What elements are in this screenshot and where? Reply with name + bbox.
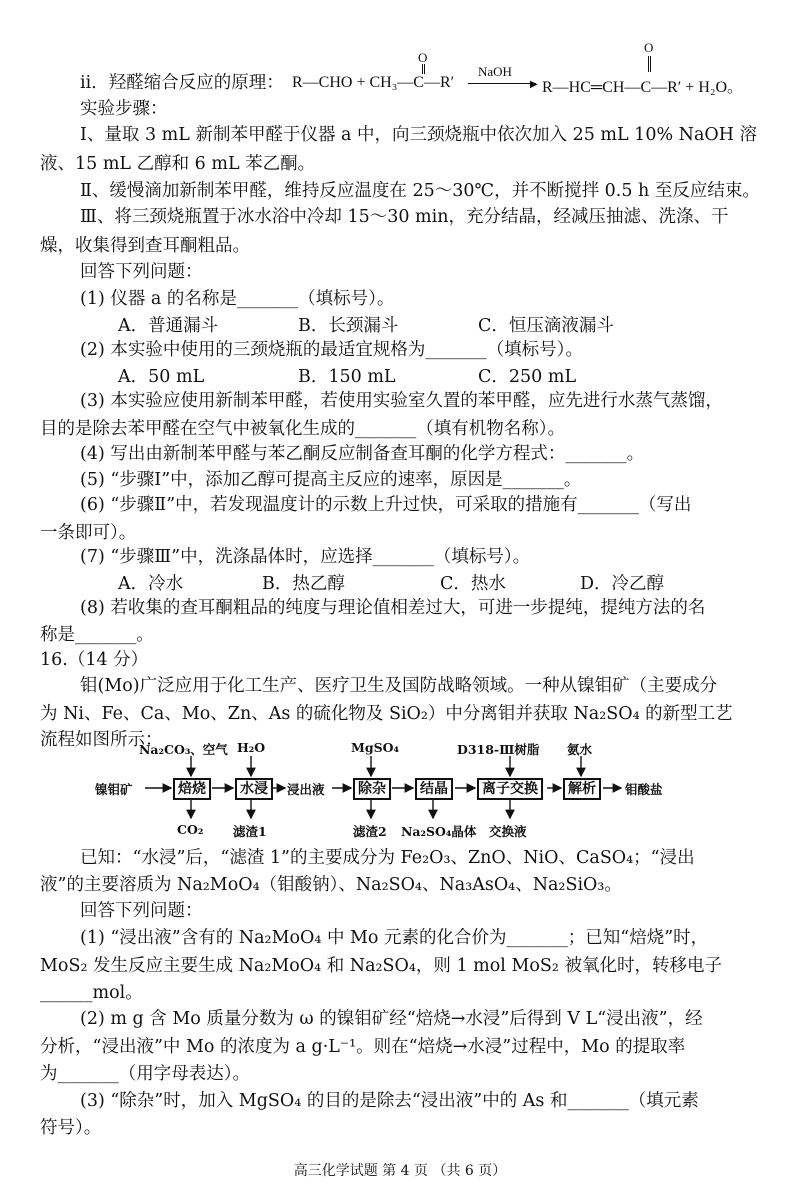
r-question-2-line2: 分析，“浸出液”中 Mo 的浓度为 a g·L⁻¹。则在“焙烧→水浸”过程中，Mo 的提取率 xyxy=(40,1037,686,1057)
intro-line3: 流程如图所示： xyxy=(40,730,163,750)
flow-box-impurity-removal: 除杂 xyxy=(353,778,391,800)
flow-ore-label: 镍钼矿 xyxy=(95,782,133,797)
step2: Ⅱ、缓慢滴加新制苯甲醛，维持反应温度在 25～30℃，并不断搅拌 0.5 h 至反应结束。 xyxy=(80,181,760,201)
q7-option-b: B．热乙醇 xyxy=(262,574,345,594)
intro-line2: 为 Ni、Fe、Ca、Mo、Zn、As 的硫化物及 SiO₂）中分离钼并获取 Na₂SO₄ 的新型工艺 xyxy=(40,704,733,724)
q7-option-d: D．冷乙醇 xyxy=(580,574,665,594)
steps-heading: 实验步骤： xyxy=(80,99,168,119)
formula-reactants: R—CHO + CH₃—C—R′ xyxy=(292,74,455,91)
question-8-line1: (8) 若收集的查耳酮粗品的纯度与理论值相差过大，可进一步提纯，提纯方法的名 xyxy=(80,598,706,618)
flow-box-ion-exchange: 离子交换 xyxy=(477,778,543,800)
flow-leachate-label: 浸出液 xyxy=(287,782,325,797)
q1-option-a: A．普通漏斗 xyxy=(118,316,219,336)
flow-output-residue2: 滤渣2 xyxy=(353,824,387,839)
question-3-line1: (3) 本实验应使用新制苯甲醛，若使用实验室久置的苯甲醛，应先进行水蒸气蒸馏， xyxy=(80,391,723,411)
step3-line1: Ⅲ、将三颈烧瓶置于冰水浴中冷却 15～30 min，充分结晶，经减压抽滤、洗涤、干 xyxy=(80,207,729,227)
flow-box-water-leach: 水浸 xyxy=(235,778,273,800)
r-question-1-line3: ______mol。 xyxy=(40,983,143,1003)
flow-input-roasting: Na₂CO₃、空气 xyxy=(139,742,228,757)
double-bond-2 xyxy=(648,56,652,72)
question-6-line2: 一条即可）。 xyxy=(40,523,137,543)
r-question-1-line2: MoS₂ 发生反应主要生成 Na₂MoO₄ 和 Na₂SO₄，则 1 mol MoS₂ 被氧化时，转移电子 xyxy=(40,956,722,976)
reaction-condition: NaOH xyxy=(478,64,512,79)
r-question-3-line2: 符号）。 xyxy=(40,1118,102,1138)
r-question-1-line1: (1) “浸出液”含有的 Na₂MoO₄ 中 Mo 元素的化合价为_______；已知“焙烧”时， xyxy=(80,928,709,948)
formula-products: R—HC═CH—C—R′ + H₂O。 xyxy=(542,79,744,96)
step1-line1: Ⅰ、量取 3 mL 新制苯甲醛于仪器 a 中，向三颈烧瓶中依次加入 25 mL 10% NaOH 溶 xyxy=(80,125,758,145)
page-footer: 高三化学试题 第 4 页 （共 6 页） xyxy=(293,1163,507,1179)
r-question-2-line3: 为_______（用字母表达）。 xyxy=(40,1064,250,1084)
step1-line2: 液、15 mL 乙醇和 6 mL 苯乙酮。 xyxy=(40,154,316,174)
formula-carbonyl-o-2: O xyxy=(644,40,654,55)
flow-input-resin: D318-Ⅲ树脂 xyxy=(457,742,540,757)
flow-output-co2: CO₂ xyxy=(177,822,204,837)
flow-product-label: 钼酸盐 xyxy=(625,782,663,797)
process-flow-diagram xyxy=(95,738,715,843)
q2-option-c: C．250 mL xyxy=(478,367,577,387)
known-line2: 液”的主要溶质为 Na₂MoO₄（钼酸钠）、Na₂SO₄、Na₃AsO₄、Na₂SiO₃。 xyxy=(40,875,622,895)
r-question-2-line1: (2) m g 含 Mo 质量分数为 ω 的镍钼矿经“焙烧→水浸”后得到 V L“浸出液”，经 xyxy=(80,1009,703,1029)
question-3-line2: 目的是除去苯甲醛在空气中被氧化生成的_______（填有机物名称）。 xyxy=(40,419,565,439)
question-2: (2) 本实验中使用的三颈烧瓶的最适宜规格为_______（填标号）。 xyxy=(80,340,583,360)
principle-label: ⅱ．羟醛缩合反应的原理： xyxy=(80,73,284,93)
flow-box-desorption: 解析 xyxy=(563,778,601,800)
flow-input-mgso4: MgSO₄ xyxy=(351,740,399,755)
question-1: (1) 仪器 a 的名称是_______（填标号）。 xyxy=(80,289,395,309)
flow-box-crystallization: 结晶 xyxy=(415,778,453,800)
flow-output-residue1: 滤渣1 xyxy=(233,824,267,839)
question-4: (4) 写出由新制苯甲醛与苯乙酮反应制备查耳酮的化学方程式：_______。 xyxy=(80,444,645,464)
flow-input-ammonia: 氨水 xyxy=(567,742,593,757)
arrow-head: ▶ xyxy=(530,79,538,90)
q2-option-a: A．50 mL xyxy=(118,367,205,387)
q7-option-a: A．冷水 xyxy=(118,574,184,594)
intro-line1: 钼(Mo)广泛应用于化工生产、医疗卫生及国防战略领域。一种从镍钼矿（主要成分 xyxy=(80,676,718,696)
problem-16-heading: 16.（14 分） xyxy=(40,650,149,670)
flow-input-water: H₂O xyxy=(237,740,266,755)
reaction-arrow xyxy=(468,83,536,84)
question-5: (5) “步骤Ⅰ”中，添加乙醇可提高主反应的速率，原因是_______。 xyxy=(80,470,582,490)
q7-option-c: C．热水 xyxy=(440,574,506,594)
formula-carbonyl-o-1: O xyxy=(418,50,428,65)
double-bond-1 xyxy=(422,64,426,74)
r-question-3-line1: (3) “除杂”时，加入 MgSO₄ 的目的是除去“浸出液”中的 As 和_______（填元素 xyxy=(80,1091,699,1111)
question-6-line1: (6) “步骤Ⅱ”中，若发现温度计的示数上升过快，可采取的措施有_______（写出 xyxy=(80,495,692,515)
step3-line2: 燥，收集得到查耳酮粗品。 xyxy=(40,236,250,256)
answer-heading-2: 回答下列问题： xyxy=(80,901,203,921)
q1-option-c: C．恒压滴液漏斗 xyxy=(478,316,614,336)
q2-option-b: B．150 mL xyxy=(298,367,396,387)
flow-output-exchange-liquid: 交换液 xyxy=(489,824,527,839)
answer-heading: 回答下列问题： xyxy=(80,262,203,282)
q1-option-b: B．长颈漏斗 xyxy=(298,316,399,336)
flow-output-na2so4: Na₂SO₄晶体 xyxy=(401,824,477,839)
known-line1: 已知：“水浸”后，“滤渣 1”的主要成分为 Fe₂O₃、ZnO、NiO、CaSO₄；“浸出 xyxy=(80,848,695,868)
flow-box-roasting: 焙烧 xyxy=(173,778,211,800)
question-8-line2: 称是_______。 xyxy=(40,625,154,645)
question-7: (7) “步骤Ⅲ”中，洗涤晶体时，应选择_______（填标号）。 xyxy=(80,547,531,567)
